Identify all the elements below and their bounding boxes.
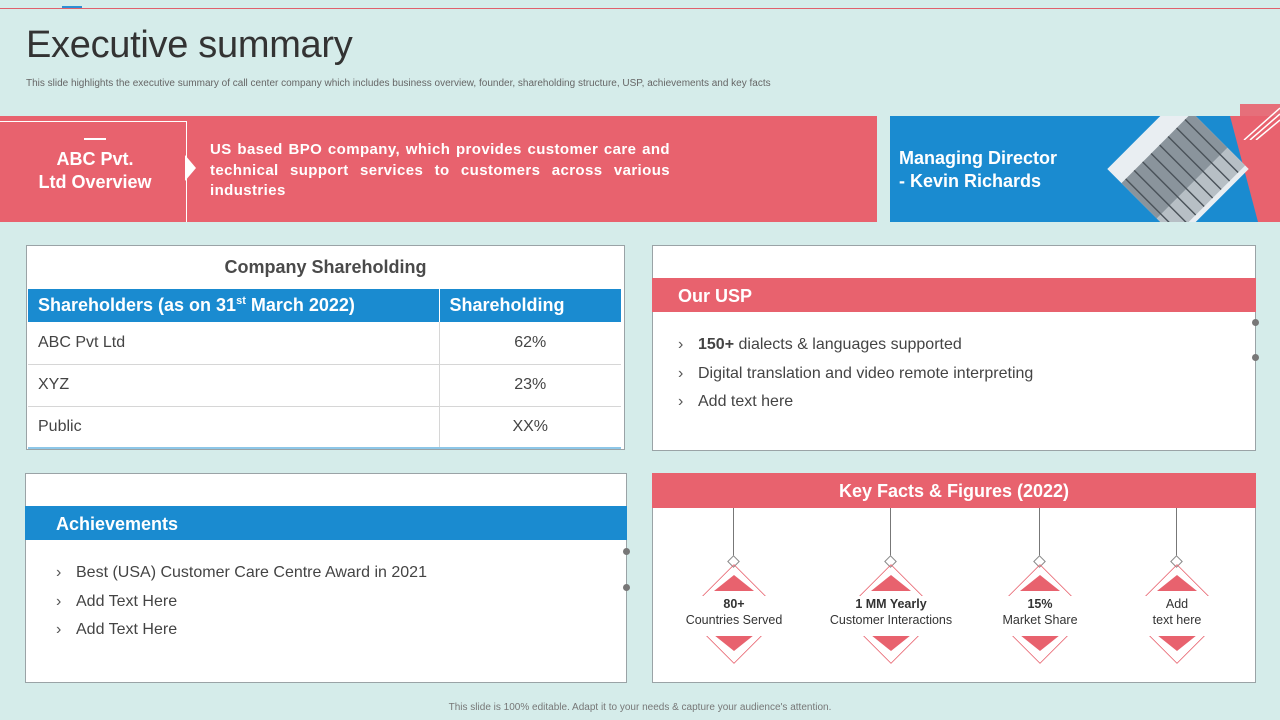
fact-item (821, 508, 961, 668)
slide-subtitle: This slide highlights the executive summary of call center company which includes business overview, founder, shareholding structure, USP, achievements and key facts (26, 78, 771, 89)
fact-value: 15% (1027, 597, 1053, 611)
list-item: › Add Text Here (56, 616, 596, 645)
fact-value: Add (1165, 597, 1189, 611)
fact-label: Customer Interactions (829, 613, 953, 627)
triangle-down-icon (1020, 635, 1060, 651)
shareholding-value: 62% (439, 322, 621, 364)
fact-label: Countries Served (685, 613, 783, 627)
fact-item (970, 508, 1110, 668)
shareholding-title: Company Shareholding (224, 257, 427, 277)
triangle-up-icon (871, 575, 911, 591)
director-line1: Managing Director (899, 148, 1058, 168)
list-item: › 150+ dialects & languages supported (678, 331, 1238, 360)
fact-text (664, 596, 804, 636)
shareholding-table (28, 289, 621, 449)
fact-value: 80+ (723, 597, 745, 611)
fact-value: 1 MM Yearly (855, 597, 927, 611)
triangle-down-icon (871, 635, 911, 651)
overview-label-line2: Ltd Overview (38, 172, 152, 192)
table-row (28, 406, 621, 448)
triangle-up-icon (1157, 575, 1197, 591)
triangle-up-icon (1020, 575, 1060, 591)
stripe-decoration-icon (1230, 100, 1280, 140)
overview-label-line1: ABC Pvt. (56, 149, 134, 169)
shareholding-value: 23% (439, 364, 621, 406)
triangle-down-icon (714, 635, 754, 651)
fact-label: text here (1152, 613, 1202, 627)
overview-label (20, 148, 170, 194)
list-item: › Add text here (678, 388, 1238, 417)
usp-title: Our USP (678, 286, 753, 306)
fact-connector-line (1176, 508, 1177, 558)
achievements-list (56, 559, 596, 645)
key-facts-title: Key Facts & Figures (2022) (838, 481, 1070, 501)
connector-dot (1252, 319, 1259, 326)
fact-connector-line (1039, 508, 1040, 558)
top-divider-line (0, 8, 1280, 9)
shareholder-name: ABC Pvt Ltd (28, 322, 439, 364)
shareholder-name: Public (28, 406, 439, 448)
arrow-right-icon (185, 155, 196, 181)
column-header-shareholders: Shareholders (as on 31st March 2022) (28, 289, 439, 322)
usp-list (678, 331, 1238, 417)
shareholding-value: XX% (439, 406, 621, 448)
list-item: › Add Text Here (56, 588, 596, 617)
managing-director (899, 147, 1099, 193)
shareholder-name: XYZ (28, 364, 439, 406)
director-line2: - Kevin Richards (899, 171, 1042, 191)
connector-dot (623, 584, 630, 591)
fact-item (664, 508, 804, 668)
fact-item (1107, 508, 1247, 668)
overview-description: US based BPO company, which provides customer care and technical support services to customers across various industries (210, 141, 670, 199)
slide-title: Executive summary (26, 24, 353, 66)
fact-text (1107, 596, 1247, 636)
fact-connector-line (733, 508, 734, 558)
table-row (28, 364, 621, 406)
achievements-title: Achievements (56, 514, 179, 534)
fact-connector-line (890, 508, 891, 558)
connector-dot (1252, 354, 1259, 361)
fact-text (970, 596, 1110, 636)
top-accent-line (62, 6, 82, 8)
fact-text (821, 596, 961, 636)
list-item: › Digital translation and video remote interpreting (678, 360, 1238, 389)
slide-footer: This slide is 100% editable. Adapt it to your needs & capture your audience's attention. (448, 702, 832, 713)
triangle-down-icon (1157, 635, 1197, 651)
connector-dot (623, 548, 630, 555)
list-item: › Best (USA) Customer Care Centre Award in 2021 (56, 559, 596, 588)
table-row (28, 322, 621, 364)
triangle-up-icon (714, 575, 754, 591)
fact-label: Market Share (1002, 613, 1078, 627)
column-header-shareholding: Shareholding (439, 289, 621, 322)
table-header-row (28, 289, 621, 322)
